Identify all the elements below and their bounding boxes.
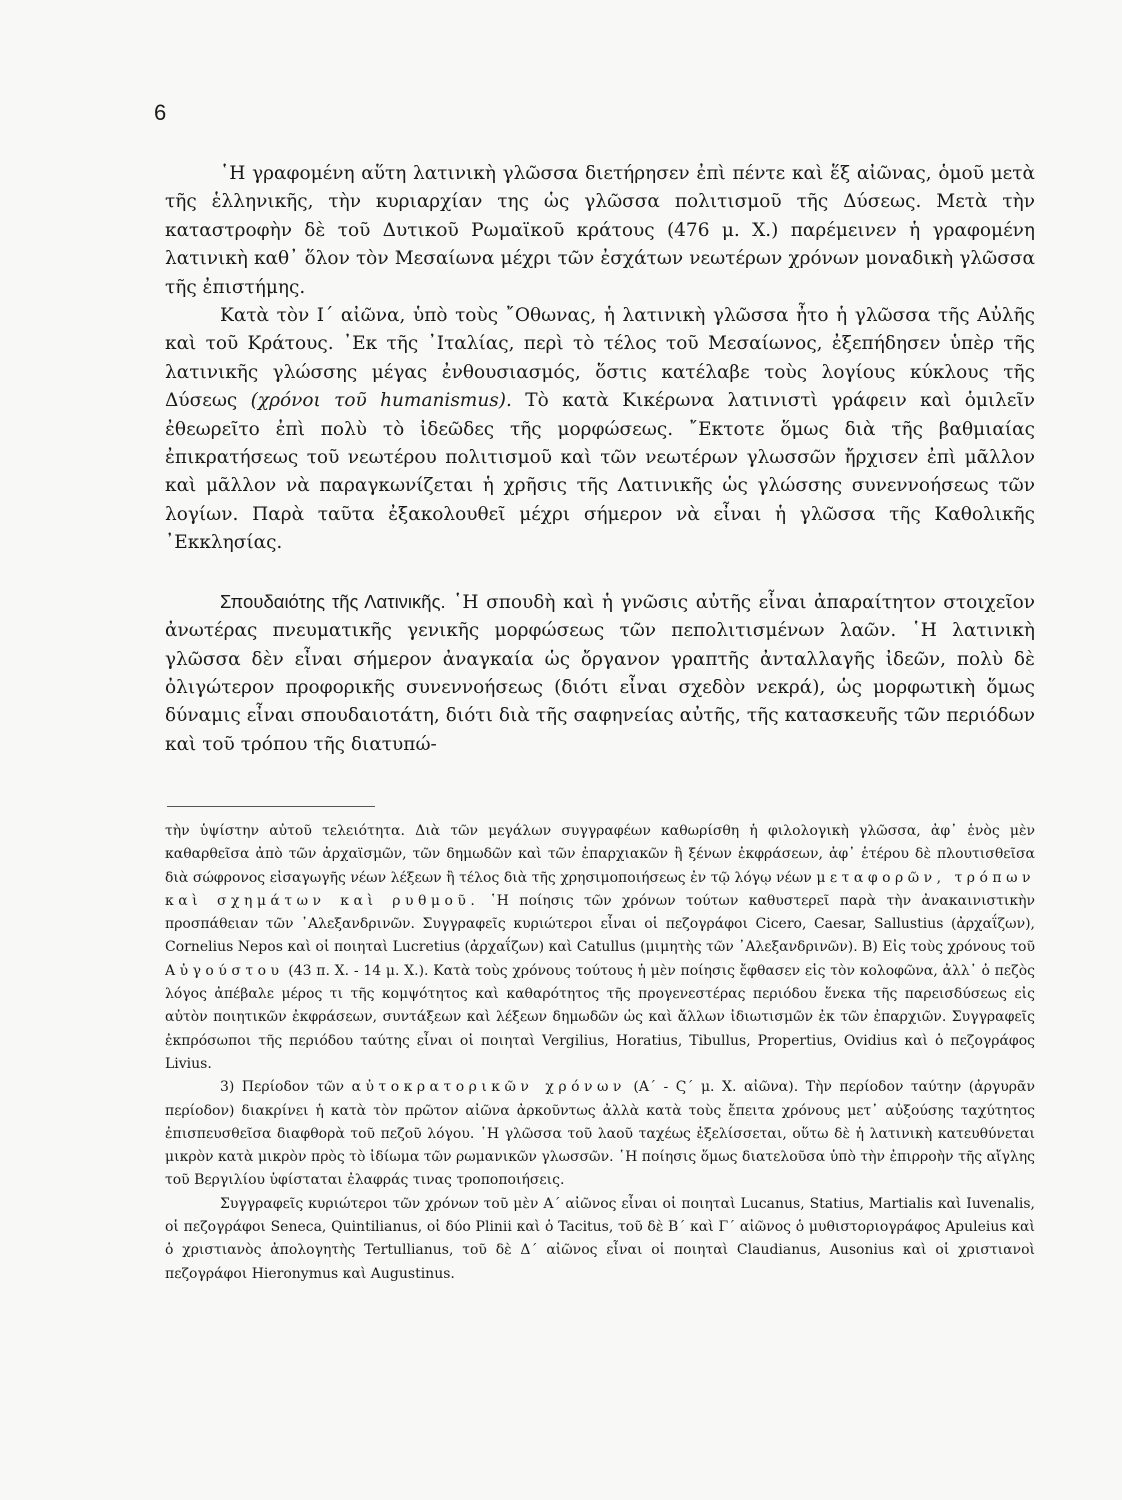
footnote-text: τὴν ὑψίστην αὐτοῦ τελειότητα. Διὰ τῶν μεγάλων συγγραφέων καθωρίσθη ἡ φιλολογικὴ γλῶσσα, ἀφ᾽ ἑνὸς μὲν καθαρθεῖσα ἀπὸ τῶν ἀρχαϊσμῶν, τῶν δημωδῶν καὶ τῶν ἐπαρχιακῶν ἢ ξένων ἐκφράσεων, ἀφ᾽ ἑτέρου δὲ πλουτισθεῖσα διὰ σώφρονος εἰσαγωγῆς νέων λέξεων ἢ τέλος διὰ τῆς χρησιμοποιήσεως ἐν τῷ λόγῳ νέων	[165, 823, 1035, 886]
footnote-classical-period	[165, 820, 1035, 1076]
section-heading: Σπουδαιότης τῆς Λατινικῆς.	[220, 590, 446, 612]
paragraph-text: Κατὰ τὸν Ι΄ αἰῶνα, ὑπὸ τοὺς ῎Οθωνας, ἡ λατινικὴ γλῶσσα ἦτο ἡ γλῶσσα τῆς Αὐλῆς καὶ τοῦ Κράτους. ᾽Εκ τῆς ᾽Ιταλίας, περὶ τὸ τέλος τοῦ Μεσαίωνος, ἐξεπήδησεν ὑπὲρ τῆς λατινικῆς γλώσσης μέγας ἐνθουσιασμός, ὅστις κατέλαβε τοὺς λογίους κύκλους τῆς Δύσεως	[165, 305, 1035, 412]
paragraph-importance	[165, 588, 1035, 759]
footnote-text: (Α΄ - Ϛ΄ μ. Χ. αἰῶνα). Τὴν περίοδον ταύτην (ἀργυρᾶν περίοδον) διακρίνει ἡ κατὰ τὸν πρῶτον αἰῶνα ἀρκοῦντως ἀλλὰ κατὰ τοὺς ἔπειτα χρόνους μετ᾽ αὐξούσης ταχύτητος ἐπισπευσθεῖσα διαφθορὰ τοῦ πεζοῦ λόγου. ῾Η γλῶσσα τοῦ λαοῦ ταχέως ἐξελίσσεται, οὕτω δὲ ἡ λατινικὴ κατευθύνεται μικρὸν κατὰ μικρὸν πρὸς τὸ ἰδίωμα τῶν ρωμανικῶν γλωσσῶν. ῾Η ποίησις ὅμως διατελοῦσα ὑπὸ τὴν ἐπιρροὴν τῆς αἴγλης τοῦ Βεργιλίου ὑφίσταται ἐλαφράς τινας τροποποιήσεις.	[165, 1079, 1036, 1189]
humanism-phrase: (χρόνοι τοῦ humanismus).	[250, 390, 512, 412]
footnote-imperial-authors: Συγγραφεῖς κυριώτεροι τῶν χρόνων τοῦ μὲν Α΄ αἰῶνος εἶναι οἱ ποιηταὶ Lucanus, Statius, Martialis καὶ Iuvenalis, οἱ πεζογράφοι Seneca, Quintilianus, οἱ δύο Plinii καὶ ὁ Tacitus, τοῦ δὲ Β΄ καὶ Γ΄ αἰῶνος ὁ μυθιστοριογράφος Apuleius καὶ ὁ χριστιανὸς ἀπολογητὴς Tertullianus, τοῦ δὲ Δ΄ αἰῶνος εἶναι οἱ ποιηταὶ Claudianus, Ausonius καὶ οἱ χριστιανοὶ πεζογράφοι Hieronymus καὶ Augustinus.	[165, 1195, 1035, 1282]
page-number: 6	[154, 100, 167, 125]
paragraph-middle-ages	[165, 302, 1035, 558]
footnote-imperial-period	[165, 1076, 1035, 1192]
paragraph-written-latin: ῾Η γραφομένη αὕτη λατινικὴ γλῶσσα διετήρησεν ἐπὶ πέντε καὶ ἕξ αἰῶνας, ὁμοῦ μετὰ τῆς ἑλληνικῆς, τὴν κυριαρχίαν της ὡς γλῶσσα πολιτισμοῦ τῆς Δύσεως. Μετὰ τὴν καταστροφὴν δὲ τοῦ Δυτικοῦ Ρωμαϊκοῦ κράτους (476 μ. Χ.) παρέμεινεν ἡ γραφομένη λατινικὴ καθ᾽ ὅλον τὸν Μεσαίωνα μέχρι τῶν ἐσχάτων νεωτέρων χρόνων μοναδικὴ γλῶσσα τῆς ἐπιστήμης.	[165, 163, 1035, 298]
footnote-spaced-text: Αὐγούστου	[165, 962, 284, 979]
paragraph-text: ῾Η σπουδὴ καὶ ἡ γνῶσις αὐτῆς εἶναι ἀπαραίτητον στοιχεῖον ἀνωτέρας πνευματικῆς γενικῆς μορφώσεως τῶν πεπολιτισμένων λαῶν. ῾Η λατινικὴ γλῶσσα δὲν εἶναι σήμερον ἀναγκαία ὡς ὄργανον γραπτῆς ἀνταλλαγῆς ἰδεῶν, πολὺ δὲ ὀλιγώτερον προφορικῆς συνεννοήσεως (διότι εἶναι σχεδὸν νεκρά), ὡς μορφωτικὴ ὅμως δύναμις εἶναι σπουδαιοτάτη, διότι διὰ τῆς σαφηνείας αὐτῆς, τῆς κατασκευῆς τῶν περιόδων καὶ τοῦ τρόπου τῆς διατυπώ-	[165, 591, 1035, 755]
main-text	[165, 160, 1035, 759]
paragraph-text: Τὸ κατὰ Κικέρωνα λατινιστὶ γράφειν καὶ ὁμιλεῖν ἐθεωρεῖτο ἐπὶ πολὺ τὸ ἰδεῶδες τῆς μορφώσεως. ῎Εκτοτε ὅμως διὰ τῆς βαθμιαίας ἐπικρατήσεως τοῦ νεωτέρου πολιτισμοῦ καὶ τῶν νεωτέρων γλωσσῶν ἤρχισεν ἐπὶ μᾶλλον καὶ μᾶλλον νὰ παραγκωνίζεται ἡ χρῆσις τῆς Λατινικῆς ὡς γλώσσης συνεννοήσεως τῶν λογίων. Παρὰ ταῦτα ἐξακολουθεῖ μέχρι σήμερον νὰ εἶναι ἡ γλῶσσα τῆς Καθολικῆς ᾽Εκκλησίας.	[165, 390, 1035, 554]
footnote-spaced-text: μεταφορῶν, τρόπων καὶ σχημάτων καὶ ρυθμοῦ.	[165, 869, 1035, 909]
footnote-text: ῾Η ποίησις τῶν χρόνων τούτων καθυστερεῖ παρὰ τὴν ἀνακαινιστικὴν προσπάθειαν τῶν ᾽Αλεξανδρινῶν. Συγγραφεῖς κυριώτεροι εἶναι οἱ πεζογράφοι Cicero, Caesar, Sallustius (ἀρχαΐζων), Cornelius Nepos καὶ οἱ ποιηταὶ Lucretius (ἀρχαΐζων) καὶ Catullus (μιμητὴς τῶν ᾽Αλεξανδρινῶν). Β) Εἰς τοὺς χρόνους τοῦ	[165, 892, 1035, 956]
footnote-text: (43 π. Χ. - 14 μ. Χ.). Κατὰ τοὺς χρόνους τούτους ἡ μὲν ποίησις ἔφθασεν εἰς τὸν κολοφῶνα, ἀλλ᾽ ὁ πεζὸς λόγος ἀπέβαλε μέρος τι τῆς κομψότητος καὶ καθαρότητος τῆς προγενεστέρας περιόδου ἕνεκα τῆς παρεισδύσεως εἰς αὐτὸν ποιητικῶν ἐκφράσεων, συντάξεων καὶ λέξεων δημωδῶν ὡς καὶ ἄλλων ἰδιωτισμῶν ἐκ τῶν ἐπαρχιῶν. Συγγραφεῖς ἐκπρόσωποι τῆς περιόδου ταύτης εἶναι οἱ ποιηταὶ Vergilius, Horatius, Tibullus, Propertius, Ovidius καὶ ὁ πεζογράφος Livius.	[165, 962, 1035, 1072]
footnote-divider	[167, 806, 375, 807]
footnote-text: 3) Περίοδον τῶν	[220, 1079, 352, 1096]
footnote-spaced-text: αὐτοκρατορικῶν χρόνων	[351, 1079, 626, 1096]
footnotes	[165, 820, 1035, 1286]
